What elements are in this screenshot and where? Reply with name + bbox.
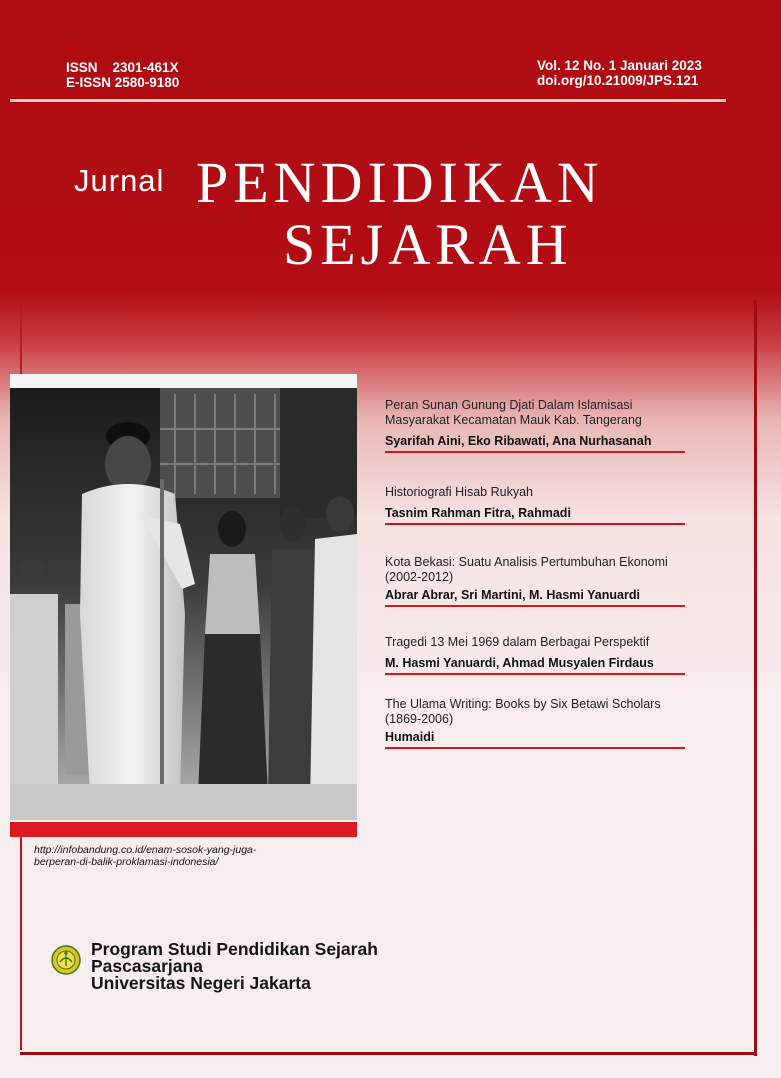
masthead-title-line2: SEJARAH — [283, 212, 573, 277]
photo-caption — [34, 844, 334, 868]
frame-right-line — [754, 300, 757, 1056]
article-authors: Abrar Abrar, Sri Martini, M. Hasmi Yanuardi — [385, 588, 640, 602]
university-emblem-icon — [51, 945, 81, 980]
article-divider — [385, 747, 685, 749]
article-divider — [385, 673, 685, 675]
publisher-school: Pascasarjana — [91, 956, 203, 976]
photo-caption-line2: berperan-di-balik-proklamasi-indonesia/ — [34, 856, 219, 868]
article-authors: Tasnim Rahman Fitra, Rahmadi — [385, 506, 571, 520]
volume-block — [537, 58, 702, 88]
cover-photo — [10, 374, 357, 837]
article-authors: Humaidi — [385, 730, 435, 744]
article-entry — [385, 555, 715, 607]
frame-bottom-line — [20, 1052, 757, 1055]
eissn-text: E-ISSN 2580-9180 — [66, 75, 180, 90]
article-title — [385, 635, 715, 650]
photo-accent-bar — [10, 822, 357, 837]
doi-text: doi.org/10.21009/JPS.121 — [537, 73, 699, 88]
article-title-line: Peran Sunan Gunung Djati Dalam Islamisasi — [385, 398, 633, 412]
article-authors: M. Hasmi Yanuardi, Ahmad Musyalen Firdaus — [385, 656, 654, 670]
article-divider — [385, 523, 685, 525]
publisher-program: Program Studi Pendidikan Sejarah — [91, 939, 378, 959]
issn-block — [66, 60, 179, 90]
publisher-block — [91, 941, 378, 992]
photo-caption-line1: http://infobandung.co.id/enam-sosok-yang-juga- — [34, 844, 257, 856]
article-divider — [385, 605, 685, 607]
article-divider — [385, 451, 685, 453]
header-divider — [10, 99, 726, 102]
article-title-line: (1869-2006) — [385, 712, 454, 726]
article-entry — [385, 398, 715, 453]
article-entry — [385, 635, 715, 675]
article-entry — [385, 697, 715, 749]
article-title-line: The Ulama Writing: Books by Six Betawi Scholars — [385, 697, 661, 711]
publisher-university: Universitas Negeri Jakarta — [91, 973, 311, 993]
masthead-prefix: Jurnal — [74, 163, 165, 198]
article-title-line: Tragedi 13 Mei 1969 dalam Berbagai Perspektif — [385, 635, 650, 649]
article-title — [385, 555, 715, 585]
article-title — [385, 485, 715, 500]
article-title-line: Historiografi Hisab Rukyah — [385, 485, 533, 499]
article-title — [385, 697, 715, 727]
article-title-line: (2002-2012) — [385, 570, 454, 584]
issn-text: ISSN 2301-461X — [66, 60, 179, 75]
article-title — [385, 398, 715, 428]
volume-text: Vol. 12 No. 1 Januari 2023 — [537, 58, 702, 73]
cover-photo-illustration — [10, 374, 357, 837]
article-title-line: Masyarakat Kecamatan Mauk Kab. Tangerang — [385, 413, 642, 427]
article-title-line: Kota Bekasi: Suatu Analisis Pertumbuhan Ekonomi — [385, 555, 668, 569]
article-entry — [385, 485, 715, 525]
masthead-title-line1: PENDIDIKAN — [196, 150, 604, 215]
article-authors: Syarifah Aini, Eko Ribawati, Ana Nurhasanah — [385, 434, 652, 448]
